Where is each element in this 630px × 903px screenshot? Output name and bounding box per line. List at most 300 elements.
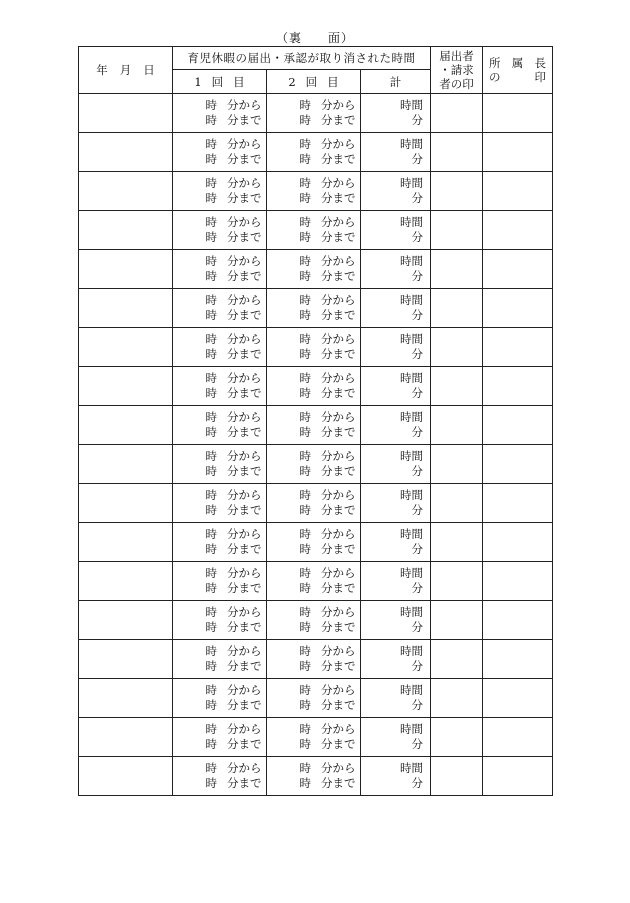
until-line [173, 698, 266, 713]
total-minutes-label: 分 [411, 347, 424, 361]
hour-label: 時 [205, 113, 217, 127]
minute-label: 分まで [227, 386, 262, 400]
minute-label: 分から [321, 761, 356, 775]
total-minutes-label: 分 [411, 269, 424, 283]
total-minutes-label: 分 [411, 152, 424, 166]
table-row [79, 289, 553, 328]
hour-label: 時 [299, 488, 311, 502]
minute-label: 分まで [227, 113, 262, 127]
applicant-stamp-cell[interactable] [431, 172, 483, 211]
minute-label: 分まで [321, 620, 356, 634]
from-line [173, 410, 266, 425]
hour-label: 時 [205, 410, 217, 424]
date-cell[interactable] [79, 406, 173, 445]
total-hours-label: 時間 [400, 683, 424, 697]
total-hours-label: 時間 [400, 98, 424, 112]
minute-label: 分まで [227, 776, 262, 790]
applicant-stamp-cell[interactable] [431, 133, 483, 172]
hour-label: 時 [299, 230, 311, 244]
hour-label: 時 [299, 410, 311, 424]
from-line [267, 98, 360, 113]
table-row [79, 367, 553, 406]
minute-label: 分から [321, 566, 356, 580]
until-line [267, 659, 360, 674]
minute-label: 分まで [321, 152, 356, 166]
manager-stamp-cell[interactable] [483, 328, 553, 367]
table-row [79, 133, 553, 172]
hour-label: 時 [299, 137, 311, 151]
until-line [267, 776, 360, 791]
hour-label: 時 [205, 425, 217, 439]
date-cell[interactable] [79, 289, 173, 328]
total-cell[interactable] [361, 406, 431, 445]
total-cell[interactable] [361, 94, 431, 133]
second-period-cell[interactable] [267, 172, 361, 211]
applicant-stamp-cell[interactable] [431, 679, 483, 718]
hour-label: 時 [205, 254, 217, 268]
first-period-cell[interactable] [173, 250, 267, 289]
total-hours-label: 時間 [400, 644, 424, 658]
hour-label: 時 [205, 347, 217, 361]
hour-label: 時 [205, 659, 217, 673]
hour-label: 時 [205, 698, 217, 712]
total-header: 計 [361, 70, 431, 94]
manager-stamp-cell[interactable] [483, 601, 553, 640]
minute-label: 分から [321, 527, 356, 541]
minute-label: 分から [321, 410, 356, 424]
minute-label: 分まで [227, 542, 262, 556]
until-line [267, 230, 360, 245]
hour-label: 時 [205, 215, 217, 229]
total-hours-label: 時間 [400, 137, 424, 151]
total-minutes-label: 分 [411, 581, 424, 595]
minute-label: 分から [321, 683, 356, 697]
minute-label: 分から [321, 332, 356, 346]
total-cell[interactable] [361, 757, 431, 796]
table-row [79, 562, 553, 601]
date-cell[interactable] [79, 367, 173, 406]
manager-stamp-cell[interactable] [483, 562, 553, 601]
first-period-cell[interactable] [173, 367, 267, 406]
applicant-stamp-cell[interactable] [431, 718, 483, 757]
total-cell[interactable] [361, 172, 431, 211]
until-line [267, 503, 360, 518]
from-line [173, 527, 266, 542]
second-period-cell[interactable] [267, 328, 361, 367]
applicant-stamp-cell[interactable] [431, 289, 483, 328]
total-hours-label: 時間 [400, 332, 424, 346]
from-line [267, 176, 360, 191]
until-line [173, 542, 266, 557]
total-hours-label: 時間 [400, 215, 424, 229]
manager-stamp-cell[interactable] [483, 367, 553, 406]
date-cell[interactable] [79, 94, 173, 133]
applicant-stamp-cell[interactable] [431, 523, 483, 562]
minute-label: 分から [321, 254, 356, 268]
applicant-stamp-cell[interactable] [431, 94, 483, 133]
date-cell[interactable] [79, 757, 173, 796]
table-row [79, 328, 553, 367]
second-period-cell[interactable] [267, 445, 361, 484]
minute-label: 分まで [321, 308, 356, 322]
until-line [267, 581, 360, 596]
hour-label: 時 [205, 737, 217, 751]
manager-stamp-cell[interactable] [483, 289, 553, 328]
date-cell[interactable] [79, 640, 173, 679]
total-cell[interactable] [361, 367, 431, 406]
table-row [79, 250, 553, 289]
minute-label: 分まで [321, 776, 356, 790]
until-line [173, 113, 266, 128]
hour-label: 時 [205, 137, 217, 151]
first-period-cell[interactable] [173, 133, 267, 172]
hour-label: 時 [299, 542, 311, 556]
from-line [267, 449, 360, 464]
first-period-cell[interactable] [173, 172, 267, 211]
hour-label: 時 [299, 620, 311, 634]
total-minutes-label: 分 [411, 230, 424, 244]
total-hours-label: 時間 [400, 566, 424, 580]
hour-label: 時 [299, 761, 311, 775]
second-period-cell[interactable] [267, 133, 361, 172]
second-period-cell[interactable] [267, 757, 361, 796]
minute-label: 分から [321, 449, 356, 463]
applicant-stamp-cell[interactable] [431, 757, 483, 796]
hour-label: 時 [205, 191, 217, 205]
minute-label: 分まで [321, 230, 356, 244]
minute-label: 分から [321, 176, 356, 190]
until-line [267, 620, 360, 635]
total-hours-label: 時間 [400, 410, 424, 424]
total-cell[interactable] [361, 679, 431, 718]
hour-label: 時 [205, 176, 217, 190]
manager-stamp-cell[interactable] [483, 94, 553, 133]
total-hours-label: 時間 [400, 449, 424, 463]
applicant-stamp-cell[interactable] [431, 406, 483, 445]
hour-label: 時 [205, 566, 217, 580]
until-line [267, 737, 360, 752]
until-line [173, 386, 266, 401]
minute-label: 分から [321, 488, 356, 502]
first-period-cell[interactable] [173, 289, 267, 328]
applicant-stamp-cell[interactable] [431, 367, 483, 406]
from-line [267, 371, 360, 386]
minute-label: 分から [227, 488, 262, 502]
minute-label: 分から [227, 137, 262, 151]
manager-stamp-cell[interactable] [483, 406, 553, 445]
minute-label: 分から [321, 293, 356, 307]
until-line [267, 542, 360, 557]
second-period-cell[interactable] [267, 367, 361, 406]
from-line [173, 176, 266, 191]
total-cell[interactable] [361, 718, 431, 757]
until-line [173, 737, 266, 752]
first-period-cell[interactable] [173, 562, 267, 601]
until-line [267, 698, 360, 713]
second-period-cell[interactable] [267, 601, 361, 640]
total-minutes-label: 分 [411, 113, 424, 127]
hour-label: 時 [299, 503, 311, 517]
date-column-header [79, 47, 173, 94]
applicant-stamp-cell[interactable] [431, 484, 483, 523]
hour-label: 時 [299, 176, 311, 190]
from-line [173, 761, 266, 776]
minute-label: 分から [321, 98, 356, 112]
hour-label: 時 [205, 683, 217, 697]
hour-label: 時 [205, 488, 217, 502]
total-minutes-label: 分 [411, 659, 424, 673]
table-row [79, 718, 553, 757]
hour-label: 時 [299, 449, 311, 463]
hour-label: 時 [299, 464, 311, 478]
total-cell[interactable] [361, 211, 431, 250]
minute-label: 分から [227, 332, 262, 346]
from-line [173, 98, 266, 113]
table-row [79, 601, 553, 640]
second-period-cell[interactable] [267, 640, 361, 679]
second-period-cell[interactable] [267, 718, 361, 757]
minute-label: 分から [227, 98, 262, 112]
manager-stamp-cell[interactable] [483, 679, 553, 718]
total-minutes-label: 分 [411, 776, 424, 790]
minute-label: 分から [227, 410, 262, 424]
until-line [173, 308, 266, 323]
total-cell[interactable] [361, 133, 431, 172]
manager-stamp-cell[interactable] [483, 445, 553, 484]
hour-label: 時 [299, 347, 311, 361]
minute-label: 分まで [227, 425, 262, 439]
minute-label: 分から [321, 722, 356, 736]
from-line [173, 254, 266, 269]
first-period-cell[interactable] [173, 406, 267, 445]
minute-label: 分まで [227, 698, 262, 712]
minute-label: 分まで [227, 464, 262, 478]
first-period-cell[interactable] [173, 679, 267, 718]
date-cell[interactable] [79, 328, 173, 367]
first-period-cell[interactable] [173, 601, 267, 640]
table-row [79, 679, 553, 718]
from-line [173, 488, 266, 503]
until-line [267, 425, 360, 440]
date-cell[interactable] [79, 211, 173, 250]
from-line [173, 566, 266, 581]
total-cell[interactable] [361, 289, 431, 328]
until-line [173, 152, 266, 167]
minute-label: 分から [227, 605, 262, 619]
first-period-cell[interactable] [173, 328, 267, 367]
cancelled-time-header: 育児休暇の届出・承認が取り消された時間 [173, 47, 431, 70]
applicant-stamp-cell[interactable] [431, 640, 483, 679]
hour-label: 時 [205, 503, 217, 517]
manager-stamp-cell[interactable] [483, 757, 553, 796]
minute-label: 分まで [227, 659, 262, 673]
minute-label: 分から [227, 761, 262, 775]
total-hours-label: 時間 [400, 527, 424, 541]
second-period-cell[interactable] [267, 250, 361, 289]
until-line [267, 269, 360, 284]
hour-label: 時 [205, 152, 217, 166]
second-period-cell[interactable] [267, 289, 361, 328]
until-line [267, 191, 360, 206]
minute-label: 分まで [227, 620, 262, 634]
minute-label: 分から [227, 215, 262, 229]
manager-stamp-cell[interactable] [483, 211, 553, 250]
minute-label: 分まで [227, 503, 262, 517]
minute-label: 分から [227, 527, 262, 541]
hour-label: 時 [299, 293, 311, 307]
total-minutes-label: 分 [411, 620, 424, 634]
minute-label: 分から [321, 605, 356, 619]
minute-label: 分まで [321, 191, 356, 205]
manager-stamp-cell[interactable] [483, 133, 553, 172]
minute-label: 分から [321, 644, 356, 658]
applicant-stamp-cell[interactable] [431, 328, 483, 367]
from-line [267, 761, 360, 776]
minute-label: 分まで [321, 386, 356, 400]
total-hours-label: 時間 [400, 605, 424, 619]
total-minutes-label: 分 [411, 503, 424, 517]
until-line [173, 776, 266, 791]
hour-label: 時 [299, 581, 311, 595]
hour-label: 時 [299, 527, 311, 541]
from-line [173, 332, 266, 347]
hour-label: 時 [205, 332, 217, 346]
hour-label: 時 [205, 386, 217, 400]
first-period-cell[interactable] [173, 445, 267, 484]
from-line [267, 605, 360, 620]
total-cell[interactable] [361, 601, 431, 640]
from-line [173, 722, 266, 737]
applicant-stamp-cell[interactable] [431, 250, 483, 289]
first-period-cell[interactable] [173, 94, 267, 133]
minute-label: 分から [227, 371, 262, 385]
manager-stamp-cell[interactable] [483, 172, 553, 211]
until-line [267, 386, 360, 401]
from-line [173, 215, 266, 230]
minute-label: 分まで [321, 425, 356, 439]
minute-label: 分まで [321, 659, 356, 673]
second-period-cell[interactable] [267, 484, 361, 523]
minute-label: 分まで [321, 464, 356, 478]
date-cell[interactable] [79, 523, 173, 562]
first-period-cell[interactable] [173, 718, 267, 757]
manager-stamp-cell[interactable] [483, 523, 553, 562]
date-cell[interactable] [79, 445, 173, 484]
minute-label: 分まで [227, 191, 262, 205]
from-line [267, 215, 360, 230]
total-cell[interactable] [361, 445, 431, 484]
hour-label: 時 [299, 308, 311, 322]
until-line [173, 620, 266, 635]
total-minutes-label: 分 [411, 191, 424, 205]
hour-label: 時 [205, 230, 217, 244]
hour-label: 時 [299, 113, 311, 127]
total-hours-label: 時間 [400, 488, 424, 502]
table-body [79, 94, 553, 796]
manager-stamp-cell[interactable] [483, 640, 553, 679]
hour-label: 時 [205, 776, 217, 790]
hour-label: 時 [205, 542, 217, 556]
second-period-cell[interactable] [267, 211, 361, 250]
date-cell[interactable] [79, 172, 173, 211]
second-period-cell[interactable] [267, 406, 361, 445]
table-row [79, 211, 553, 250]
minute-label: 分まで [227, 152, 262, 166]
first-period-cell[interactable] [173, 211, 267, 250]
date-cell[interactable] [79, 562, 173, 601]
first-period-cell[interactable] [173, 484, 267, 523]
total-cell[interactable] [361, 484, 431, 523]
total-cell[interactable] [361, 250, 431, 289]
hour-label: 時 [299, 254, 311, 268]
until-line [173, 503, 266, 518]
from-line [267, 527, 360, 542]
until-line [267, 308, 360, 323]
date-cell[interactable] [79, 718, 173, 757]
date-cell[interactable] [79, 133, 173, 172]
total-cell[interactable] [361, 640, 431, 679]
table-row [79, 484, 553, 523]
table-row [79, 757, 553, 796]
first-period-cell[interactable] [173, 640, 267, 679]
from-line [267, 410, 360, 425]
from-line [267, 488, 360, 503]
total-cell[interactable] [361, 328, 431, 367]
until-line [173, 347, 266, 362]
hour-label: 時 [205, 308, 217, 322]
date-cell[interactable] [79, 679, 173, 718]
minute-label: 分から [227, 566, 262, 580]
manager-stamp-cell[interactable] [483, 250, 553, 289]
hour-label: 時 [205, 722, 217, 736]
applicant-stamp-cell[interactable] [431, 211, 483, 250]
table-row [79, 523, 553, 562]
applicant-stamp-cell[interactable] [431, 601, 483, 640]
applicant-stamp-cell[interactable] [431, 562, 483, 601]
second-period-cell[interactable] [267, 523, 361, 562]
minute-label: 分まで [321, 269, 356, 283]
hour-label: 時 [299, 737, 311, 751]
applicant-stamp-cell[interactable] [431, 445, 483, 484]
manager-stamp-cell[interactable] [483, 484, 553, 523]
minute-label: 分まで [321, 737, 356, 751]
date-cell[interactable] [79, 250, 173, 289]
total-hours-label: 時間 [400, 371, 424, 385]
manager-stamp-cell[interactable] [483, 718, 553, 757]
total-cell[interactable] [361, 523, 431, 562]
first-period-cell[interactable] [173, 523, 267, 562]
date-cell[interactable] [79, 484, 173, 523]
hour-label: 時 [299, 332, 311, 346]
from-line [267, 683, 360, 698]
second-period-cell[interactable] [267, 94, 361, 133]
hour-label: 時 [299, 386, 311, 400]
second-period-cell[interactable] [267, 562, 361, 601]
hour-label: 時 [299, 98, 311, 112]
until-line [173, 230, 266, 245]
minute-label: 分まで [321, 503, 356, 517]
date-cell[interactable] [79, 601, 173, 640]
hour-label: 時 [299, 683, 311, 697]
total-cell[interactable] [361, 562, 431, 601]
hour-label: 時 [205, 581, 217, 595]
year-label: 年 [96, 63, 108, 77]
second-period-cell[interactable] [267, 679, 361, 718]
total-hours-label: 時間 [400, 722, 424, 736]
hour-label: 時 [299, 191, 311, 205]
first-period-cell[interactable] [173, 757, 267, 796]
until-line [173, 425, 266, 440]
